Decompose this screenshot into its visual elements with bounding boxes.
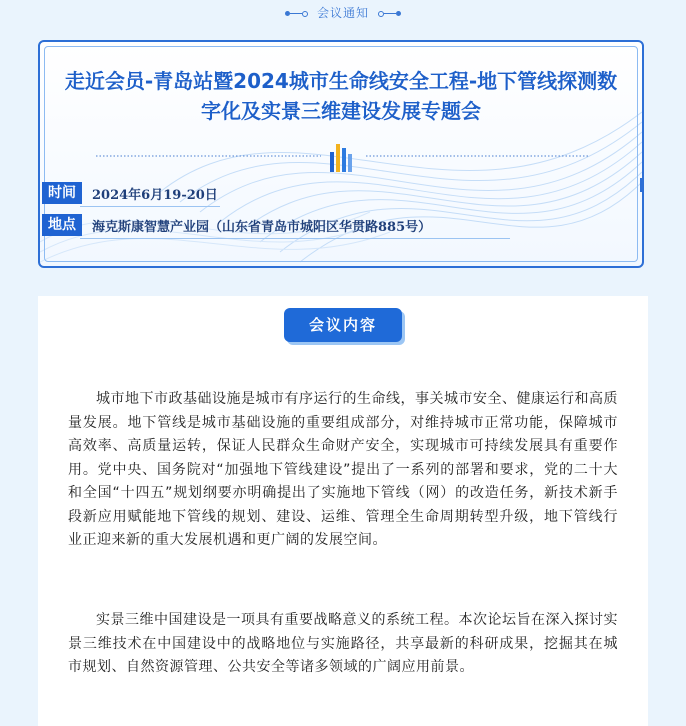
card-edge-mark [640,178,644,192]
paragraph-2: 实景三维中国建设是一项具有重要战略意义的系统工程。本次论坛旨在深入探讨实景三维技术在中国建设中的战略地位与实施路径，共享最新的科研成果，挖掘其在城市规划、自然资源管理、公共安全等诸多领域的广阔应用前景。 [68,612,618,675]
time-value: 2024年6月19-20日 [92,187,218,203]
meeting-title [40,66,642,126]
paragraph-1: 城市地下市政基础设施是城市有序运行的生命线，事关城市安全、健康运行和高质量发展。地下管线是城市基础设施的重要组成部分，对维持城市正常功能，保障城市高效率、高质量运转，保证人民群众生命财产安全，实现城市可持续发展具有重要作用。党中央、国务院对“加强地下管线建设”提出了一系列的部署和要求，党的二十大和全国“十四五”规划纲要亦明确提出了实施地下管线（网）的改造任务，新技术新手段新应用赋能地下管线的规划、建设、运维、管理全生命周期转型升级，地下管线行业正迎来新的重大发展机遇和更广阔的发展空间。 [68,391,618,548]
notice-label: 会议通知 [316,6,369,20]
circle-left-icon [302,11,308,17]
meeting-card [38,40,644,268]
place-underline [80,238,510,239]
title-line-2: 字化及实景三维建设发展专题会 [201,99,481,123]
section-title-badge: 会议内容 [284,308,402,342]
divider-decoration [96,142,596,182]
title-line-1: 走近会员-青岛站暨2024城市生命线安全工程-地下管线探测数 [64,69,618,93]
time-tag: 时间 [42,182,82,204]
content-panel [38,296,648,726]
place-tag: 地点 [42,214,82,236]
dot-right-icon [396,11,401,16]
notice-header [0,4,686,21]
time-underline [80,206,220,207]
time-row [42,182,218,204]
place-row [42,214,431,236]
place-value: 海克斯康智慧产业园（山东省青岛市城阳区华贯路885号） [92,219,432,235]
